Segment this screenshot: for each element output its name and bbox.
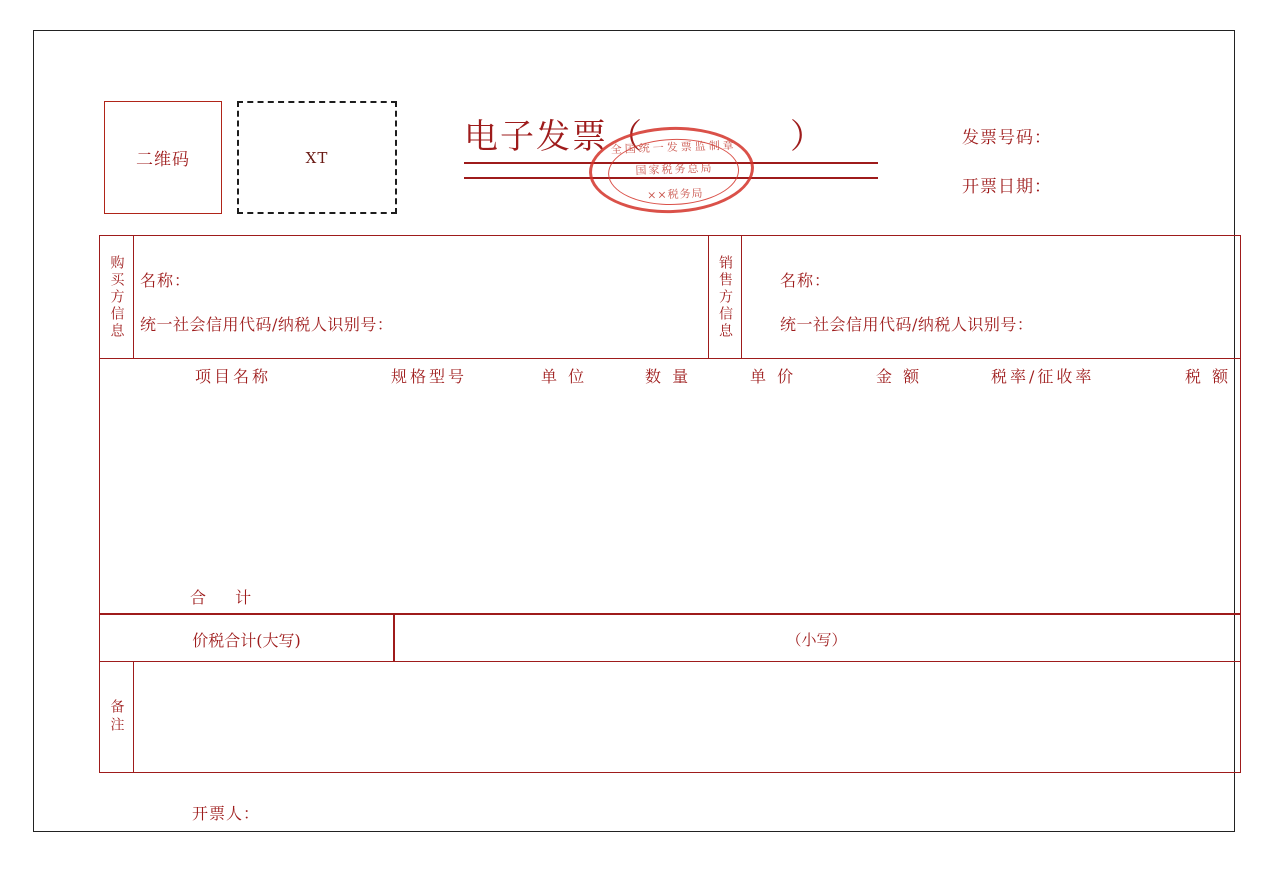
items-total-label: 合 计: [190, 588, 264, 607]
qr-code-label: 二维码: [136, 150, 190, 170]
seller-name-label: 名称：: [780, 271, 832, 290]
column-header-spec: 规格型号: [391, 367, 468, 386]
column-header-tax-amount: 税 额: [1185, 367, 1232, 386]
buyer-vertical-label: [100, 236, 134, 358]
column-header-unit: 单 位: [541, 367, 588, 386]
page-title-text: 电子发票（: [464, 117, 644, 157]
buyer-vertical-label-text: 购买方信息: [108, 254, 125, 340]
parties-section: [99, 235, 1241, 359]
xt-label: XT: [305, 148, 329, 167]
invoice-date-label: 开票日期：: [962, 177, 1052, 197]
seal-middle-text: 国家税务总局: [635, 161, 714, 178]
amount-in-words-label: 价税合计(大写): [192, 631, 301, 650]
items-table-header: [100, 359, 1240, 391]
column-header-tax-rate: 税率/征收率: [991, 367, 1095, 386]
buyer-name-label: 名称：: [140, 271, 192, 290]
remarks-vertical-label-text: 备注: [108, 699, 125, 735]
seller-vertical-label: [708, 236, 742, 358]
qr-code-placeholder[interactable]: [104, 101, 222, 214]
seller-fields: [780, 236, 1240, 358]
items-table: [99, 359, 1241, 614]
seller-taxid-label: 统一社会信用代码/纳税人识别号：: [780, 315, 1034, 334]
amount-in-figures-label: （小写）: [786, 631, 847, 649]
remarks-section: [99, 662, 1241, 773]
remarks-vertical-label: [100, 662, 134, 772]
summary-row: [99, 614, 1241, 662]
invoice-outer-frame: [33, 30, 1235, 832]
column-header-item-name: 项目名称: [195, 367, 272, 386]
buyer-fields: [140, 236, 700, 358]
buyer-taxid-label: 统一社会信用代码/纳税人识别号：: [140, 315, 394, 334]
xt-stamp-placeholder[interactable]: [237, 101, 397, 214]
column-header-amount: 金 额: [876, 367, 923, 386]
page-title-suffix: ）: [790, 117, 826, 157]
seal-bottom-text: ××税务局: [646, 186, 704, 202]
issuer-label: 开票人：: [192, 804, 261, 823]
seal-top-text: 全国统一发票监制章: [610, 138, 737, 157]
column-header-quantity: 数 量: [645, 367, 692, 386]
seller-vertical-label-text: 销售方信息: [717, 254, 734, 340]
invoice-number-label: 发票号码：: [962, 128, 1052, 148]
column-header-unit-price: 单 价: [750, 367, 797, 386]
